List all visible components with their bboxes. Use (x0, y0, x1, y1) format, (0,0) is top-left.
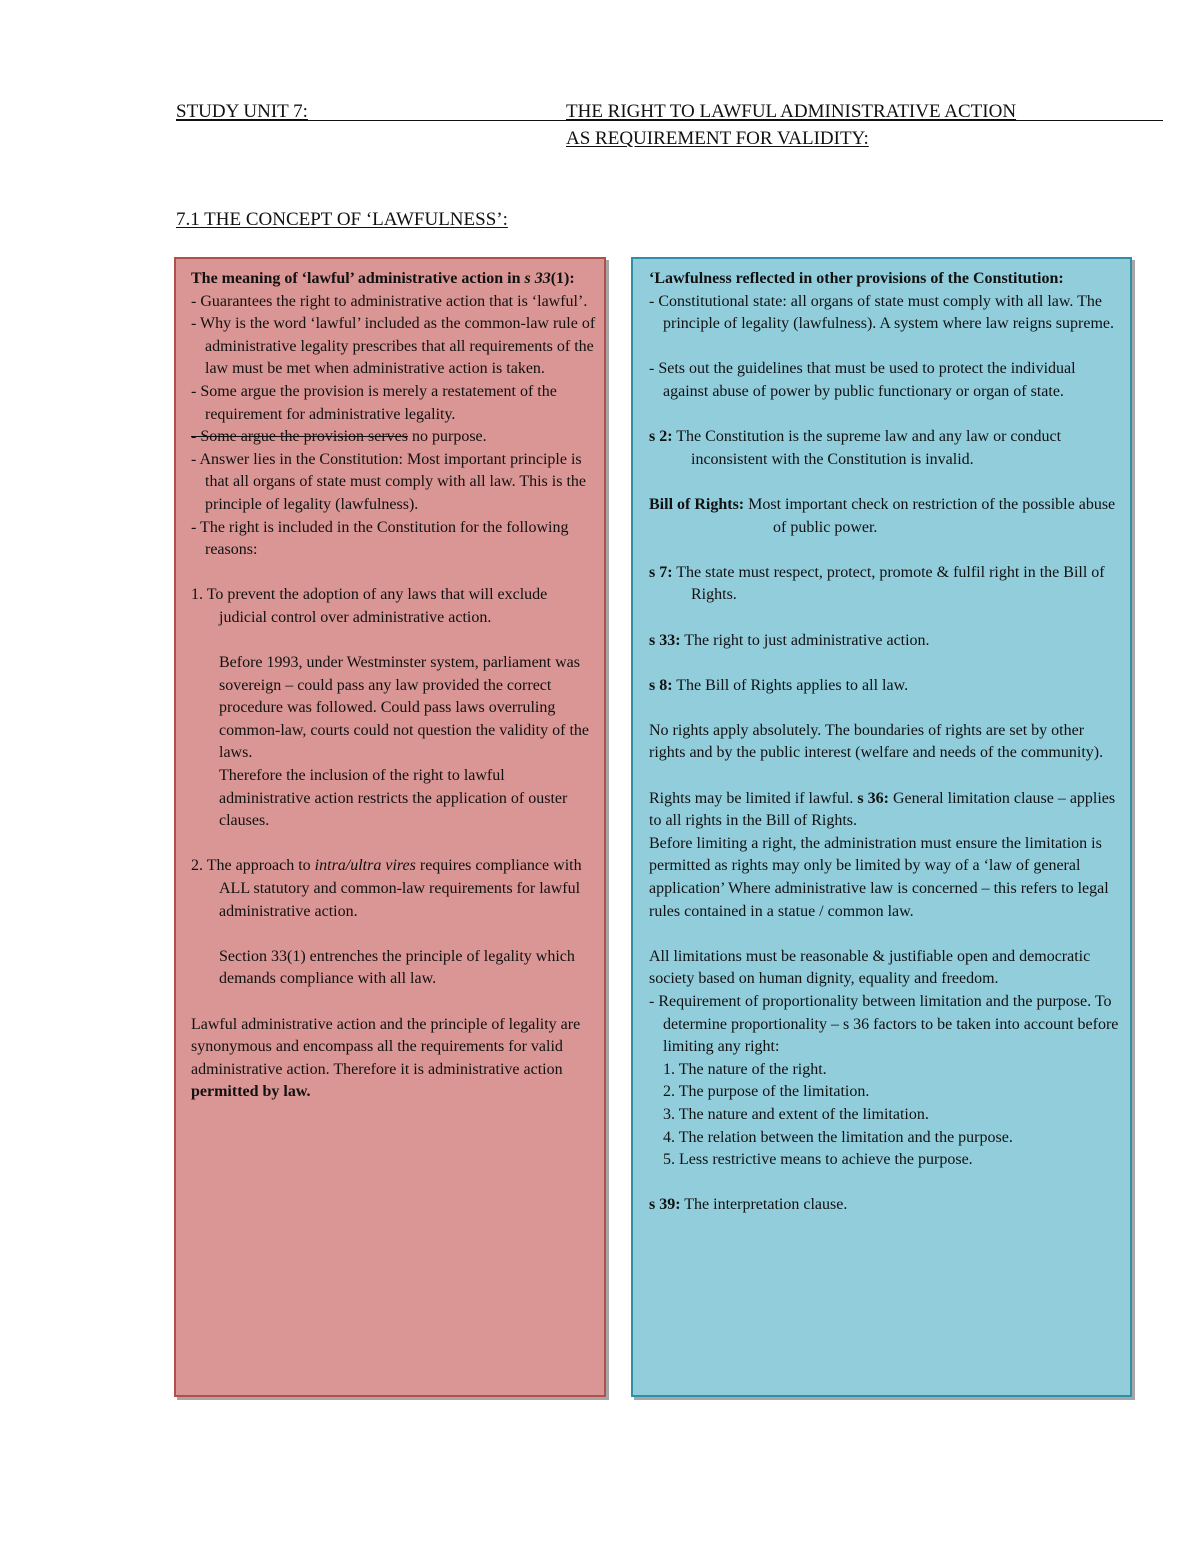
reason-1: 1. To prevent the adoption of any laws that will exclude judicial control over administrative action. (191, 586, 548, 626)
reason-1-detail: Before 1993, under Westminster system, parliament was sovereign – could pass any law provided the correct procedure was followed. Could pass laws overruling common-law, courts could not question the validity of the laws. (219, 654, 589, 762)
section-33-item: s 33: The right to just administrative action. (649, 631, 930, 649)
list-item: - Why is the word ‘lawful’ included as the common-law rule of administrative legality prescribes that all requirements of the law must be met when administrative action is taken. (191, 315, 596, 378)
law-of-general-application-paragraph: Before limiting a right, the administration must ensure the limitation is permitted as rights may only be limited by way of a ‘law of general application’ Where administrative law is concerned – this refers to legal rules contained in a statue / common law. (649, 834, 1109, 920)
bill-of-rights-item: Bill of Rights: Most important check on restriction of the possible abuse of public power. (649, 495, 1116, 536)
factor-item: 3. The nature and extent of the limitation. (663, 1105, 929, 1123)
reason-1-conclusion: Therefore the inclusion of the right to lawful administrative action restricts the application of ouster clauses. (219, 767, 568, 830)
header-underline (176, 120, 1163, 121)
lawful-meaning-box (174, 257, 606, 1397)
struck-text: - Some argue the provision serves (191, 428, 408, 446)
list-item: - Some argue the provision is merely a restatement of the requirement for administrative legality. (191, 382, 557, 423)
list-item: - Sets out the guidelines that must be used to protect the individual against abuse of power by public functionary or organ of state. (649, 360, 1076, 400)
factor-item: 1. The nature of the right. (663, 1060, 827, 1078)
list-item: - Requirement of proportionality between limitation and the purpose. To determine proportionality – s 36 factors to be taken into account before limiting any right: (649, 993, 1119, 1056)
reason-2: 2. The approach to intra/ultra vires requires compliance with ALL statutory and common-law requirements for lawful administrative action. (191, 857, 582, 920)
no-absolute-rights-paragraph: No rights apply absolutely. The boundaries of rights are set by other rights and by the public interest (welfare and needs of the community). (649, 721, 1104, 762)
left-conclusion: Lawful administrative action and the principle of legality are synonymous and encompass all the requirements for valid administrative action. Therefore it is administrative action permitted by law. (191, 1015, 581, 1101)
factor-item: 5. Less restrictive means to achieve the purpose. (663, 1151, 973, 1169)
list-item: - Some argue the provision serves no purpose. (191, 428, 487, 446)
unit-label: STUDY UNIT 7: (176, 101, 308, 122)
factor-item: 4. The relation between the limitation and the purpose. (663, 1128, 1013, 1146)
factor-item: 2. The purpose of the limitation. (663, 1083, 870, 1101)
list-item: - The right is included in the Constitution for the following reasons: (191, 518, 569, 559)
section-heading: 7.1 THE CONCEPT OF ‘LAWFULNESS’: (176, 209, 508, 230)
left-heading: The meaning of ‘lawful’ administrative action in s 33(1): (191, 270, 575, 287)
right-heading: ‘Lawfulness reflected in other provisions of the Constitution: (649, 270, 1064, 287)
page-title-line1: THE RIGHT TO LAWFUL ADMINISTRATIVE ACTION (566, 101, 1017, 122)
other-provisions-box (631, 257, 1132, 1397)
list-item: - Answer lies in the Constitution: Most important principle is that all organs of state must comply with all law. This is the principle of legality (lawfulness). (191, 450, 586, 513)
section-39-item: s 39: The interpretation clause. (649, 1196, 848, 1214)
section-2-item: s 2: The Constitution is the supreme law and any law or conduct inconsistent with the Constitution is invalid. (649, 428, 1062, 468)
section-7-item: s 7: The state must respect, protect, promote & fulfil right in the Bill of Rights. (649, 563, 1105, 604)
reasonable-justifiable-paragraph: All limitations must be reasonable & justifiable open and democratic society based on human dignity, equality and freedom. (649, 947, 1091, 988)
section-8-item: s 8: The Bill of Rights applies to all law. (649, 676, 909, 694)
limitation-paragraph: Rights may be limited if lawful. s 36: General limitation clause – applies to all rights in the Bill of Rights. (649, 789, 1116, 830)
reason-2-detail: Section 33(1) entrenches the principle of legality which demands compliance with all law. (219, 947, 575, 988)
page-title-line2: AS REQUIREMENT FOR VALIDITY: (566, 128, 869, 149)
list-item: - Constitutional state: all organs of state must comply with all law. The principle of legality (lawfulness). A system where law reigns supreme. (649, 292, 1114, 333)
list-item: - Guarantees the right to administrative action that is ‘lawful’. (191, 292, 588, 310)
